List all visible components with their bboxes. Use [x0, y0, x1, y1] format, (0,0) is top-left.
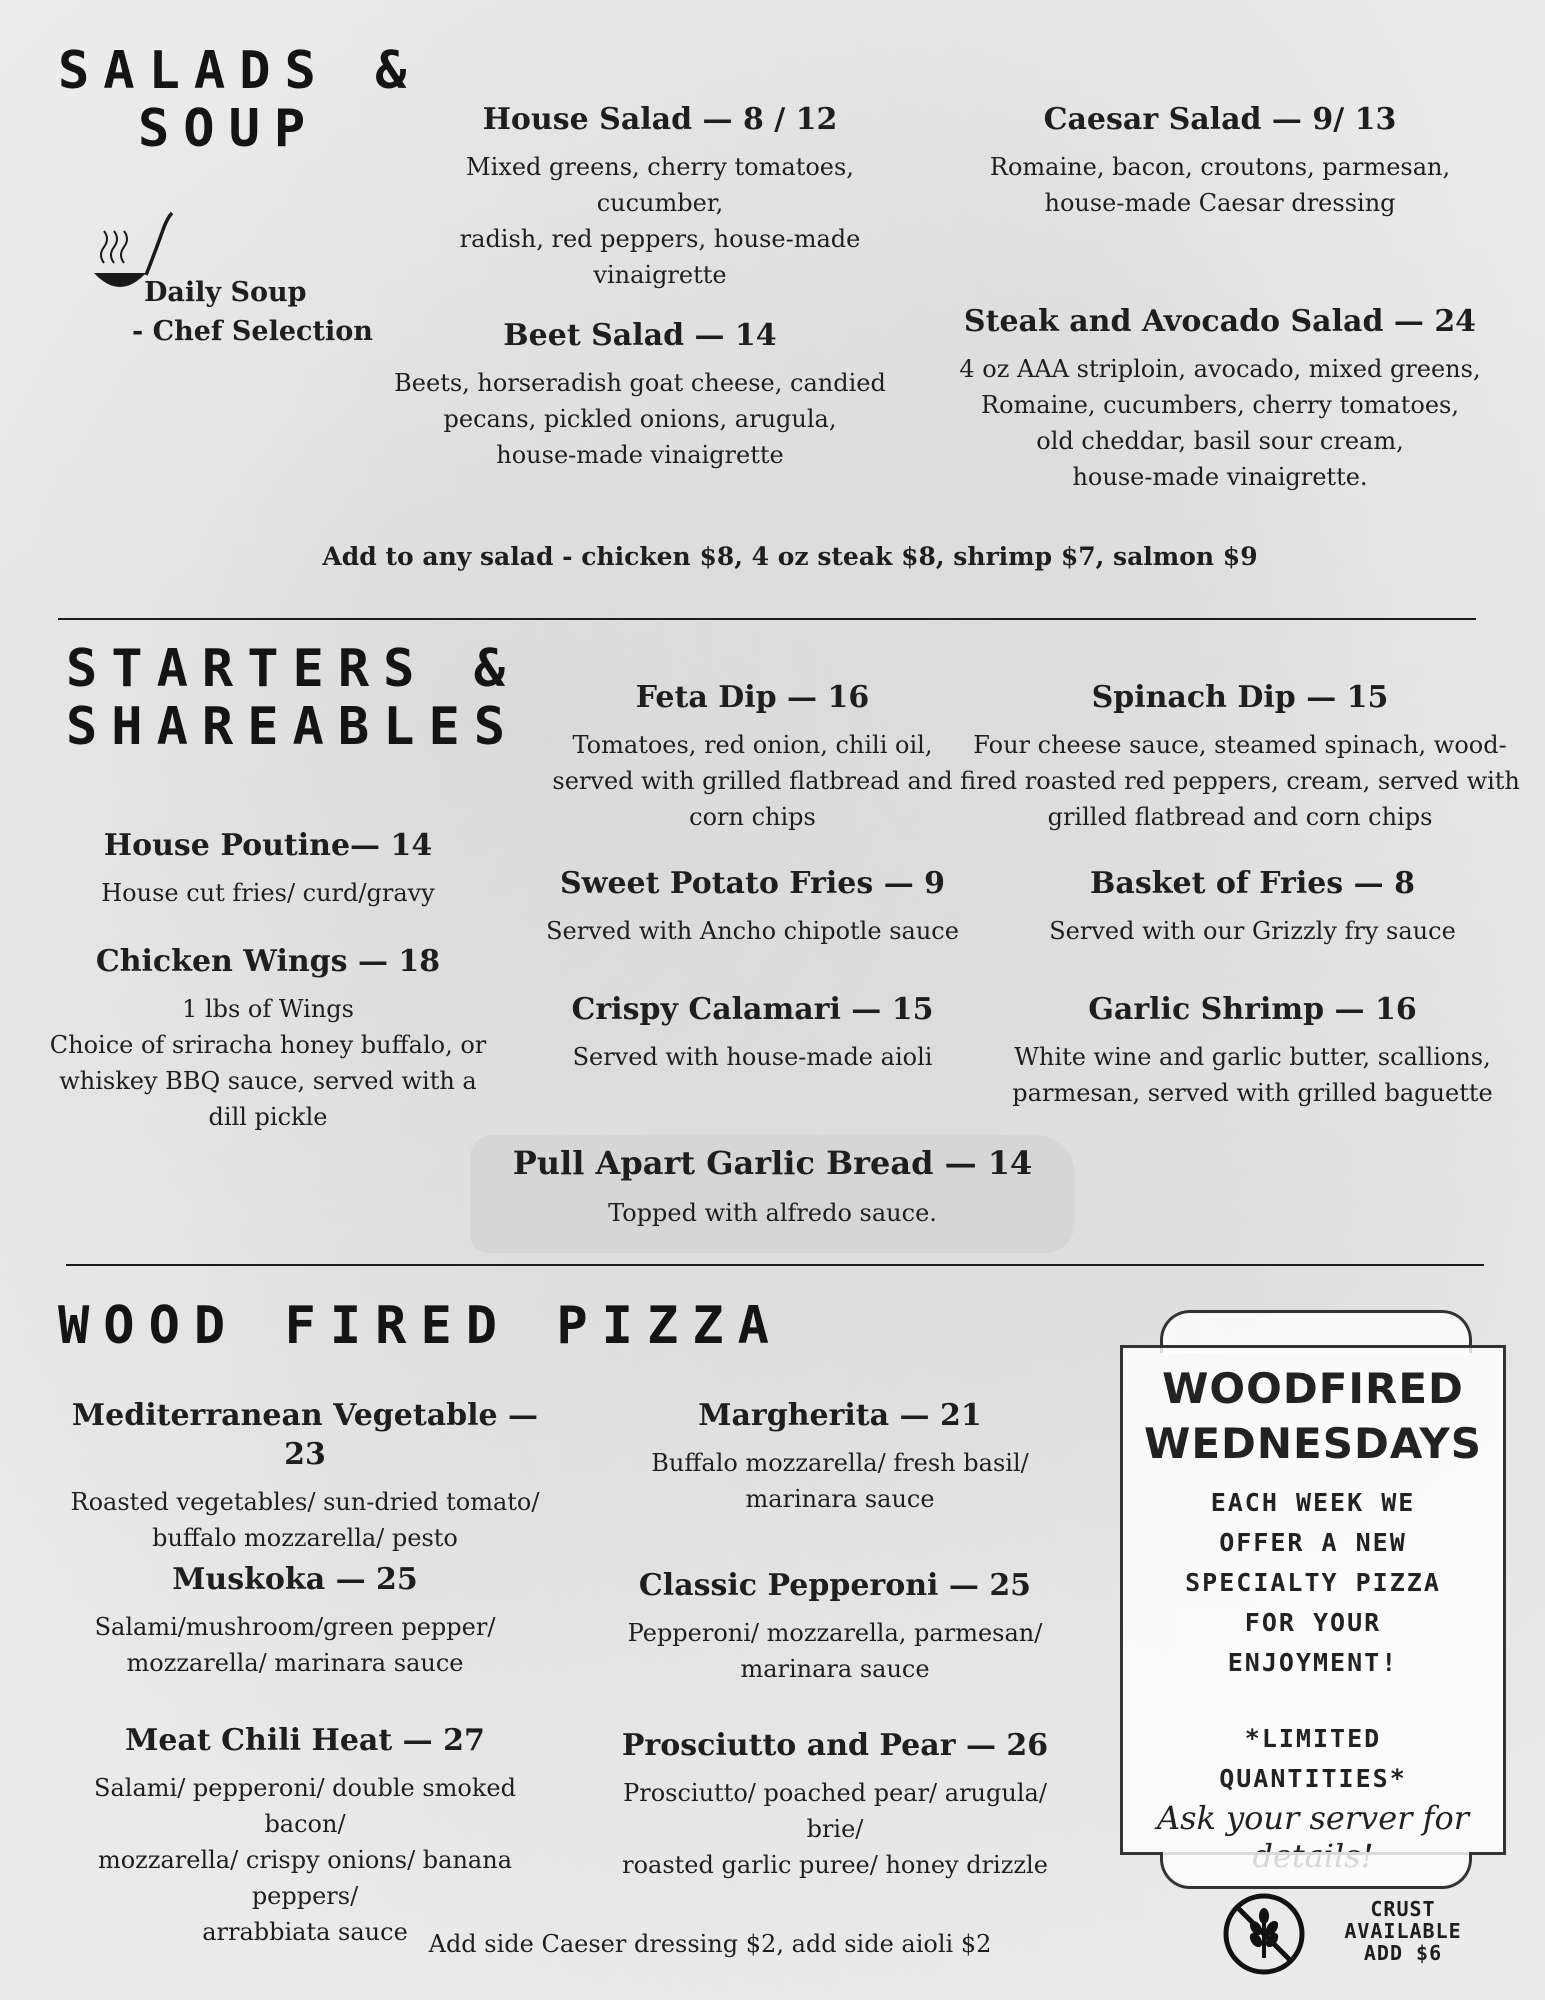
menu-item-garlic-shrimp [1000, 990, 1505, 1111]
promo-limited-line: *LIMITED [1244, 1724, 1382, 1754]
starters-heading-line2: SHAREABLES [66, 697, 520, 758]
item-desc [40, 875, 496, 911]
desc-line: Roasted vegetables/ sun-dried tomato/ [70, 1488, 540, 1516]
promo-body-line: ENJOYMENT! [1227, 1648, 1399, 1678]
section-divider [66, 1264, 1484, 1266]
desc-line: Tomatoes, red onion, chili oil, [572, 731, 933, 759]
item-title: Crispy Calamari — 15 [571, 992, 934, 1027]
menu-item-spinach-dip [960, 678, 1520, 835]
item-desc [50, 1484, 560, 1556]
item-title: Margherita — 21 [698, 1398, 982, 1433]
item-title: Chicken Wings — 18 [95, 944, 441, 979]
salad-addon-note: Add to any salad - chicken $8, 4 oz steak $8, shrimp $7, salmon $9 [322, 542, 1258, 571]
desc-line: 4 oz AAA striploin, avocado, mixed greens, [959, 355, 1481, 383]
item-title: Pull Apart Garlic Bread — 14 [512, 1144, 1033, 1182]
item-title: Caesar Salad — 9/ 13 [1043, 102, 1397, 137]
desc-line: whiskey BBQ sauce, served with a [59, 1067, 477, 1095]
desc-line: White wine and garlic butter, scallions, [1014, 1043, 1491, 1071]
menu-item-margherita [600, 1396, 1080, 1517]
menu-item-sweet-potato-fries [520, 864, 985, 949]
item-desc [380, 365, 900, 473]
desc-line: Romaine, bacon, croutons, parmesan, [989, 153, 1451, 181]
item-title: Muskoka — 25 [172, 1562, 418, 1597]
item-title: Feta Dip — 16 [635, 680, 870, 715]
promo-script: Ask your server for [1156, 1799, 1470, 1838]
item-desc [600, 1775, 1070, 1883]
salads-heading [58, 42, 420, 158]
gf-line: ADD $6 [1363, 1941, 1443, 1965]
menu-item-house-poutine [40, 826, 496, 911]
desc-line: house-made vinaigrette. [1072, 463, 1368, 491]
daily-soup [132, 273, 373, 351]
promo-limited-line: QUANTITIES* [1219, 1764, 1407, 1794]
menu-item-feta-dip [520, 678, 985, 835]
daily-soup-line1: Daily Soup [144, 277, 307, 308]
item-title: Mediterranean Vegetable — 23 [71, 1398, 539, 1472]
desc-line: radish, red peppers, house-made [459, 225, 861, 253]
desc-line: Prosciutto/ poached pear/ arugula/ brie/ [623, 1779, 1047, 1843]
item-desc [600, 1615, 1070, 1687]
menu-item-steak-avocado-salad [940, 302, 1500, 495]
item-desc [940, 351, 1500, 495]
promo-body-line: FOR YOUR [1244, 1608, 1382, 1638]
promo-frame-bottom [1160, 1852, 1472, 1889]
desc-line: Four cheese sauce, steamed spinach, wood- [973, 731, 1507, 759]
menu-item-garlic-bread [470, 1143, 1075, 1231]
salads-heading-line1: SALADS & [58, 41, 421, 101]
item-desc [960, 727, 1520, 835]
desc-line: Served with house-made aioli [572, 1043, 933, 1071]
menu-item-basket-of-fries [1000, 864, 1505, 949]
menu-item-mediterranean-vegetable [50, 1396, 560, 1556]
item-title: House Poutine— 14 [103, 828, 433, 863]
item-title: Spinach Dip — 15 [1091, 680, 1389, 715]
desc-line: vinaigrette [593, 261, 727, 289]
item-desc [1000, 913, 1505, 949]
no-wheat-icon [1222, 1892, 1306, 1976]
desc-line: corn chips [689, 803, 816, 831]
daily-soup-line2: - Chef Selection [132, 316, 373, 348]
desc-line: house-made vinaigrette [496, 441, 784, 469]
item-desc [50, 1770, 560, 1950]
item-title: Classic Pepperoni — 25 [638, 1568, 1032, 1603]
promo-body [1123, 1483, 1503, 1683]
menu-item-chicken-wings [40, 942, 496, 1135]
item-desc [400, 149, 920, 293]
item-desc [520, 1039, 985, 1075]
starters-heading-line1: STARTERS & [66, 639, 520, 699]
gluten-free-crust-note [1338, 1898, 1468, 1964]
item-desc [470, 1195, 1075, 1231]
desc-line: Buffalo mozzarella/ fresh basil/ [651, 1449, 1029, 1477]
desc-line: Salami/mushroom/green pepper/ [94, 1613, 496, 1641]
desc-line: roasted garlic puree/ honey drizzle [622, 1851, 1048, 1879]
menu-item-beet-salad [380, 316, 900, 473]
menu-item-caesar-salad [960, 100, 1480, 221]
desc-line: buffalo mozzarella/ pesto [152, 1524, 458, 1552]
item-title: Steak and Avocado Salad — 24 [963, 304, 1477, 339]
promo-limited [1123, 1719, 1503, 1799]
item-title: Beet Salad — 14 [503, 318, 777, 353]
gf-line: CRUST [1370, 1897, 1436, 1921]
section-divider [58, 618, 1476, 620]
desc-line: Topped with alfredo sauce. [608, 1198, 937, 1227]
desc-line: house-made Caesar dressing [1044, 189, 1396, 217]
desc-line: marinara sauce [740, 1655, 930, 1683]
pizza-heading: WOOD FIRED PIZZA [58, 1296, 783, 1356]
item-desc [1000, 1039, 1505, 1111]
item-desc [600, 1445, 1080, 1517]
desc-line: mozzarella/ crispy onions/ banana peppers/ [97, 1846, 513, 1910]
item-desc [40, 991, 496, 1135]
desc-line: served with grilled flatbread and [552, 767, 953, 795]
menu-item-crispy-calamari [520, 990, 985, 1075]
promo-title [1123, 1362, 1503, 1471]
desc-line: Served with our Grizzly fry sauce [1049, 917, 1456, 945]
promo-title-line: WOODFIRED [1162, 1364, 1464, 1413]
promo-title-line: WEDNESDAYS [1144, 1418, 1482, 1468]
menu-item-house-salad [400, 100, 920, 293]
desc-line: dill pickle [208, 1103, 328, 1131]
item-title: Prosciutto and Pear — 26 [621, 1728, 1049, 1763]
promo-body-line: SPECIALTY PIZZA [1185, 1568, 1441, 1598]
item-desc [40, 1609, 550, 1681]
desc-line: old cheddar, basil sour cream, [1036, 427, 1404, 455]
item-desc [960, 149, 1480, 221]
menu-item-meat-chili-heat [50, 1721, 560, 1950]
desc-line: fired roasted red peppers, cream, served with [960, 767, 1520, 795]
desc-line: pecans, pickled onions, arugula, [443, 405, 837, 433]
desc-line: mozzarella/ marinara sauce [126, 1649, 464, 1677]
gf-line: AVAILABLE [1344, 1919, 1462, 1943]
promo-body-line: OFFER A NEW [1219, 1528, 1407, 1558]
desc-line: Served with Ancho chipotle sauce [546, 917, 959, 945]
woodfired-wednesdays-promo [1120, 1345, 1506, 1855]
promo-body-line: EACH WEEK WE [1210, 1488, 1416, 1518]
desc-line: 1 lbs of Wings [182, 995, 354, 1023]
item-title: Meat Chili Heat — 27 [125, 1723, 485, 1758]
desc-line: Mixed greens, cherry tomatoes, cucumber, [466, 153, 854, 217]
desc-line: arrabbiata sauce [202, 1918, 408, 1946]
item-desc [520, 727, 985, 835]
desc-line: Beets, horseradish goat cheese, candied [394, 369, 886, 397]
desc-line: grilled flatbread and corn chips [1047, 803, 1433, 831]
item-title: House Salad — 8 / 12 [482, 102, 838, 137]
menu-item-classic-pepperoni [600, 1566, 1070, 1687]
desc-line: Pepperoni/ mozzarella, parmesan/ [627, 1619, 1043, 1647]
desc-line: Salami/ pepperoni/ double smoked bacon/ [94, 1774, 516, 1838]
item-title: Basket of Fries — 8 [1090, 866, 1415, 901]
item-title: Sweet Potato Fries — 9 [559, 866, 946, 901]
desc-line: Choice of sriracha honey buffalo, or [49, 1031, 487, 1059]
pizza-addon-note: Add side Caeser dressing $2, add side aioli $2 [428, 1930, 992, 1958]
desc-line: House cut fries/ curd/gravy [101, 879, 435, 907]
salads-heading-line2: SOUP [138, 99, 320, 160]
desc-line: Romaine, cucumbers, cherry tomatoes, [981, 391, 1459, 419]
desc-line: parmesan, served with grilled baguette [1012, 1079, 1493, 1107]
starters-heading [66, 640, 519, 756]
menu-item-muskoka [40, 1560, 550, 1681]
item-title: Garlic Shrimp — 16 [1088, 992, 1417, 1027]
item-desc [520, 913, 985, 949]
menu-item-prosciutto-pear [600, 1726, 1070, 1883]
desc-line: marinara sauce [745, 1485, 935, 1513]
